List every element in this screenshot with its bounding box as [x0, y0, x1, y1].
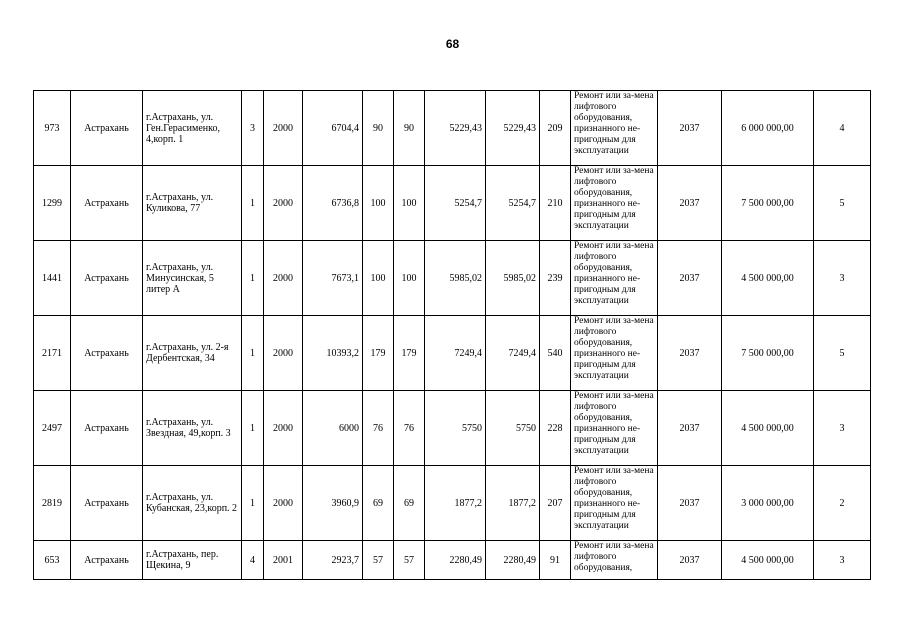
cell-lift-count: 3 [814, 541, 871, 580]
cell-count-d: 207 [540, 466, 571, 541]
cell-id: 1299 [34, 166, 71, 241]
cell-city: Астрахань [71, 391, 143, 466]
cell-lift-count: 3 [814, 241, 871, 316]
cell-plan-year: 2037 [658, 541, 722, 580]
cell-id: 973 [34, 91, 71, 166]
cell-area-b: 7249,4 [486, 316, 540, 391]
cell-address: г.Астрахань, ул. Звездная, 49,корп. 3 [143, 391, 242, 466]
cell-count-b: 76 [363, 391, 394, 466]
cell-count-a: 1 [242, 166, 264, 241]
cell-city: Астрахань [71, 466, 143, 541]
cell-count-a: 1 [242, 391, 264, 466]
cell-area: 6000 [303, 391, 363, 466]
cell-area-a: 1877,2 [425, 466, 486, 541]
cell-address: г.Астрахань, ул. 2-я Дербентская, 34 [143, 316, 242, 391]
cell-area-b: 5985,02 [486, 241, 540, 316]
cell-count-a: 3 [242, 91, 264, 166]
table-row [34, 391, 871, 466]
cell-id: 2171 [34, 316, 71, 391]
cell-count-b: 179 [363, 316, 394, 391]
cell-cost: 7 500 000,00 [722, 166, 814, 241]
cell-count-d: 228 [540, 391, 571, 466]
cell-lift-count: 2 [814, 466, 871, 541]
table-row [34, 466, 871, 541]
cell-area-a: 5750 [425, 391, 486, 466]
cell-year: 2000 [264, 466, 303, 541]
cell-year: 2000 [264, 166, 303, 241]
cell-count-d: 210 [540, 166, 571, 241]
cell-address: г.Астрахань, пер. Щекина, 9 [143, 541, 242, 580]
cell-address: г.Астрахань, ул. Минусинская, 5 литер А [143, 241, 242, 316]
cell-lift-count: 3 [814, 391, 871, 466]
table-row [34, 91, 871, 166]
cell-lift-count: 5 [814, 166, 871, 241]
cell-work-type: Ремонт или за-мена лифтового оборудования, признанного не-пригодным для эксплуатации [571, 391, 658, 466]
cell-count-b: 100 [363, 241, 394, 316]
cell-plan-year: 2037 [658, 166, 722, 241]
cell-year: 2000 [264, 316, 303, 391]
cell-count-b: 100 [363, 166, 394, 241]
cell-count-d: 209 [540, 91, 571, 166]
cell-id: 2497 [34, 391, 71, 466]
table-row [34, 541, 871, 580]
cell-count-d: 540 [540, 316, 571, 391]
cell-area: 6736,8 [303, 166, 363, 241]
registry-table [33, 90, 871, 580]
cell-address: г.Астрахань, ул. Ген.Герасименко, 4,корп. 1 [143, 91, 242, 166]
cell-city: Астрахань [71, 241, 143, 316]
cell-work-type: Ремонт или за-мена лифтового оборудования, признанного не-пригодным для эксплуатации [571, 91, 658, 166]
cell-city: Астрахань [71, 316, 143, 391]
cell-cost: 4 500 000,00 [722, 541, 814, 580]
cell-plan-year: 2037 [658, 391, 722, 466]
cell-count-c: 69 [394, 466, 425, 541]
cell-count-c: 76 [394, 391, 425, 466]
cell-count-a: 1 [242, 241, 264, 316]
cell-count-c: 100 [394, 241, 425, 316]
cell-count-d: 239 [540, 241, 571, 316]
cell-count-b: 57 [363, 541, 394, 580]
cell-plan-year: 2037 [658, 241, 722, 316]
cell-plan-year: 2037 [658, 91, 722, 166]
cell-city: Астрахань [71, 541, 143, 580]
table-row [34, 316, 871, 391]
cell-work-type: Ремонт или за-мена лифтового оборудования, признанного не-пригодным для эксплуатации [571, 166, 658, 241]
cell-count-b: 90 [363, 91, 394, 166]
cell-cost: 4 500 000,00 [722, 241, 814, 316]
cell-count-a: 4 [242, 541, 264, 580]
cell-area-b: 5229,43 [486, 91, 540, 166]
cell-year: 2000 [264, 241, 303, 316]
cell-area-b: 5254,7 [486, 166, 540, 241]
cell-cost: 6 000 000,00 [722, 91, 814, 166]
cell-address: г.Астрахань, ул. Куликова, 77 [143, 166, 242, 241]
cell-area-a: 5229,43 [425, 91, 486, 166]
cell-work-type: Ремонт или за-мена лифтового оборудования, [571, 541, 658, 580]
cell-work-type: Ремонт или за-мена лифтового оборудования, признанного не-пригодным для эксплуатации [571, 466, 658, 541]
cell-city: Астрахань [71, 91, 143, 166]
cell-count-d: 91 [540, 541, 571, 580]
cell-count-a: 1 [242, 466, 264, 541]
cell-cost: 3 000 000,00 [722, 466, 814, 541]
cell-id: 653 [34, 541, 71, 580]
cell-area: 6704,4 [303, 91, 363, 166]
cell-id: 1441 [34, 241, 71, 316]
cell-cost: 4 500 000,00 [722, 391, 814, 466]
cell-area-a: 7249,4 [425, 316, 486, 391]
cell-area-a: 2280,49 [425, 541, 486, 580]
cell-city: Астрахань [71, 166, 143, 241]
cell-area: 2923,7 [303, 541, 363, 580]
cell-area-b: 1877,2 [486, 466, 540, 541]
cell-address: г.Астрахань, ул. Кубанская, 23,корп. 2 [143, 466, 242, 541]
cell-count-c: 90 [394, 91, 425, 166]
cell-lift-count: 4 [814, 91, 871, 166]
cell-area-b: 5750 [486, 391, 540, 466]
table-row [34, 166, 871, 241]
cell-count-c: 100 [394, 166, 425, 241]
cell-count-b: 69 [363, 466, 394, 541]
cell-count-c: 179 [394, 316, 425, 391]
cell-cost: 7 500 000,00 [722, 316, 814, 391]
cell-plan-year: 2037 [658, 466, 722, 541]
table-body [34, 91, 871, 580]
cell-lift-count: 5 [814, 316, 871, 391]
table-row [34, 241, 871, 316]
cell-area: 3960,9 [303, 466, 363, 541]
cell-area-b: 2280,49 [486, 541, 540, 580]
cell-work-type: Ремонт или за-мена лифтового оборудования, признанного не-пригодным для эксплуатации [571, 241, 658, 316]
cell-area-a: 5254,7 [425, 166, 486, 241]
cell-area-a: 5985,02 [425, 241, 486, 316]
page-number: 68 [445, 37, 460, 51]
cell-work-type: Ремонт или за-мена лифтового оборудования, признанного не-пригодным для эксплуатации [571, 316, 658, 391]
cell-year: 2000 [264, 91, 303, 166]
cell-count-a: 1 [242, 316, 264, 391]
cell-year: 2001 [264, 541, 303, 580]
cell-area: 10393,2 [303, 316, 363, 391]
cell-area: 7673,1 [303, 241, 363, 316]
cell-year: 2000 [264, 391, 303, 466]
cell-plan-year: 2037 [658, 316, 722, 391]
cell-count-c: 57 [394, 541, 425, 580]
cell-id: 2819 [34, 466, 71, 541]
